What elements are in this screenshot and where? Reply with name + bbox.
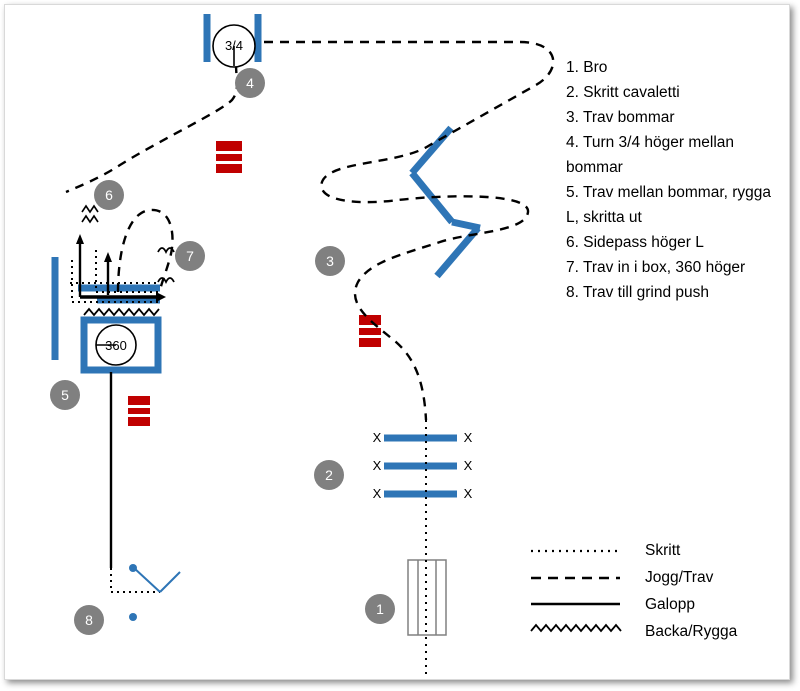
obstacle-3-poles [412, 128, 480, 276]
marker-7-label: 7 [186, 248, 194, 264]
path-walk-to-gate [111, 568, 160, 592]
marker-2-label: 2 [325, 467, 333, 483]
legend-label: Skritt [645, 542, 681, 559]
marker-8-label: 8 [85, 612, 93, 628]
marker-4-label: 4 [246, 75, 254, 91]
instruction-line: 3. Trav bommar [566, 109, 675, 126]
obstacle-2-cavaletti [384, 438, 457, 494]
instructions-list [566, 55, 791, 305]
cavaletti-mark-right: X [463, 458, 473, 473]
cavaletti-mark-left: X [372, 430, 382, 445]
cavaletti-mark-right: X [463, 430, 473, 445]
instruction-line: 4. Turn 3/4 höger mellan [566, 134, 735, 151]
instruction-line: 5. Trav mellan bommar, rygga [566, 184, 772, 201]
path-trot-to-six [66, 64, 237, 192]
instruction-line: 2. Skritt cavaletti [566, 84, 680, 101]
marker-3-label: 3 [326, 253, 334, 269]
cavaletti-mark-right: X [463, 486, 473, 501]
instruction-line: 1. Bro [566, 59, 608, 76]
spin-360-label: 360 [105, 338, 127, 353]
barrel-middle [359, 315, 381, 347]
path-back-up-marks [82, 206, 174, 282]
path-trot-main [264, 42, 553, 420]
legend [525, 538, 775, 646]
instruction-line: 7. Trav in i box, 360 höger [566, 259, 746, 276]
legend-row-galopp [525, 592, 775, 619]
legend-label: Jogg/Trav [645, 569, 714, 586]
marker-5-label: 5 [61, 387, 69, 403]
marker-6-label: 6 [105, 187, 113, 203]
instruction-line: L, skritta ut [566, 209, 642, 226]
legend-label: Backa/Rygga [645, 623, 738, 640]
legend-label: Galopp [645, 596, 695, 613]
legend-row-jogg-trav [525, 565, 775, 592]
turn-three-quarter-label: 3/4 [224, 38, 244, 53]
cavaletti-mark-left: X [372, 458, 382, 473]
path-back-zigzag [84, 309, 159, 315]
cavaletti-mark-left: X [372, 486, 382, 501]
legend-row-skritt [525, 538, 775, 565]
path-walk-L [70, 250, 160, 302]
instruction-line: 8. Trav till grind push [566, 284, 710, 301]
instruction-line: bommar [566, 159, 623, 176]
marker-1-label: 1 [376, 601, 384, 617]
barrel-left [128, 396, 150, 426]
barrel-top [216, 141, 242, 173]
instruction-line: 6. Sidepass höger L [566, 234, 704, 251]
legend-row-backa-rygga [525, 619, 775, 646]
